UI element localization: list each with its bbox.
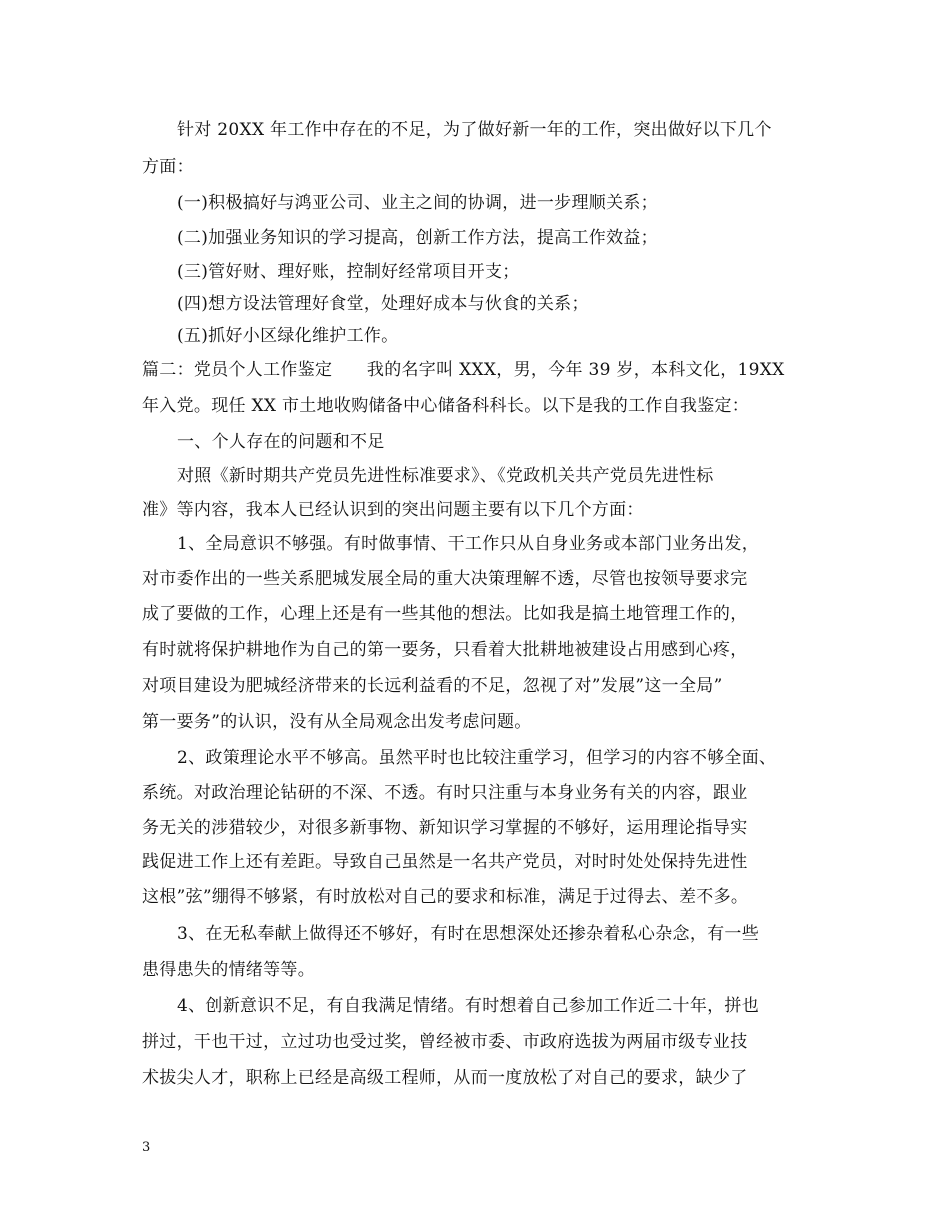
text-line: 这根”弦”绷得不够紧，有时放松对自己的要求和标准，满足于过得去、差不多。 xyxy=(142,887,749,907)
text-line: 针对 20XX 年工作中存在的不足，为了做好新一年的工作，突出做好以下几个 xyxy=(177,120,772,140)
text-line: 准》等内容，我本人已经认识到的突出问题主要有以下几个方面： xyxy=(142,500,644,520)
text-line: (二)加强业务知识的学习提高，创新工作方法，提高工作效益； xyxy=(177,228,658,248)
text-line: 拼过，干也干过，立过功也受过奖，曾经被市委、市政府选拔为两届市级专业技 xyxy=(142,1032,748,1052)
text-line: 践促进工作上还有差距。导致自己虽然是一名共产党员，对时时处处保持先进性 xyxy=(142,852,748,872)
text-line: 对项目建设为肥城经济带来的长远利益看的不足，忽视了对”发展”这一全局” xyxy=(142,676,723,696)
text-line: 务无关的涉猎较少，对很多新事物、新知识学习掌握的不够好，运用理论指导实 xyxy=(142,818,748,838)
text-line: 术拔尖人才，职称上已经是高级工程师，从而一度放松了对自己的要求，缺少了 xyxy=(142,1068,748,1088)
text-line: 1、全局意识不够强。有时做事情、干工作只从自身业务或本部门业务出发， xyxy=(177,534,760,554)
text-line: (一)积极搞好与鸿亚公司、业主之间的协调，进一步理顺关系； xyxy=(177,193,658,213)
text-line: 对市委作出的一些关系肥城发展全局的重大决策理解不透，尽管也按领导要求完 xyxy=(142,569,748,589)
text-line: 第一要务”的认识，没有从全局观念出发考虑问题。 xyxy=(142,712,532,732)
page-number: 3 xyxy=(142,1140,151,1155)
text-line: 对照《新时期共产党员先进性标准要求》、《党政机关共产党员先进性标 xyxy=(177,466,714,486)
subheading-line: 一、个人存在的问题和不足 xyxy=(177,432,385,452)
text-line: 系统。对政治理论钻研的不深、不透。有时只注重与本身业务有关的内容，跟业 xyxy=(142,783,748,803)
text-line: (四)想方设法管理好食堂，处理好成本与伙食的关系； xyxy=(177,294,589,314)
text-line: 患得患失的情绪等等。 xyxy=(142,960,315,980)
text-line: 有时就将保护耕地作为自己的第一要务，只看着大批耕地被建设占用感到心疼， xyxy=(142,640,748,660)
text-line: (五)抓好小区绿化维护工作。 xyxy=(177,326,399,346)
text-line: (三)管好财、理好账，控制好经常项目开支； xyxy=(177,262,520,282)
text-line: 方面： xyxy=(142,157,194,177)
text-line: 年入党。现任 XX 市土地收购储备中心储备科科长。以下是我的工作自我鉴定： xyxy=(142,396,750,416)
section-heading-line: 篇二：党员个人工作鉴定 我的名字叫 XXX，男，今年 39 岁，本科文化，19XX xyxy=(142,360,785,380)
text-line: 3、在无私奉献上做得还不够好，有时在思想深处还掺杂着私心杂念，有一些 xyxy=(177,924,760,944)
text-line: 2、政策理论水平不够高。虽然平时也比较注重学习，但学习的内容不够全面、 xyxy=(177,748,777,768)
text-line: 成了要做的工作，心理上还是有一些其他的想法。比如我是搞土地管理工作的， xyxy=(142,604,748,624)
text-line: 4、创新意识不足，有自我满足情绪。有时想着自己参加工作近二十年，拼也 xyxy=(177,996,760,1016)
